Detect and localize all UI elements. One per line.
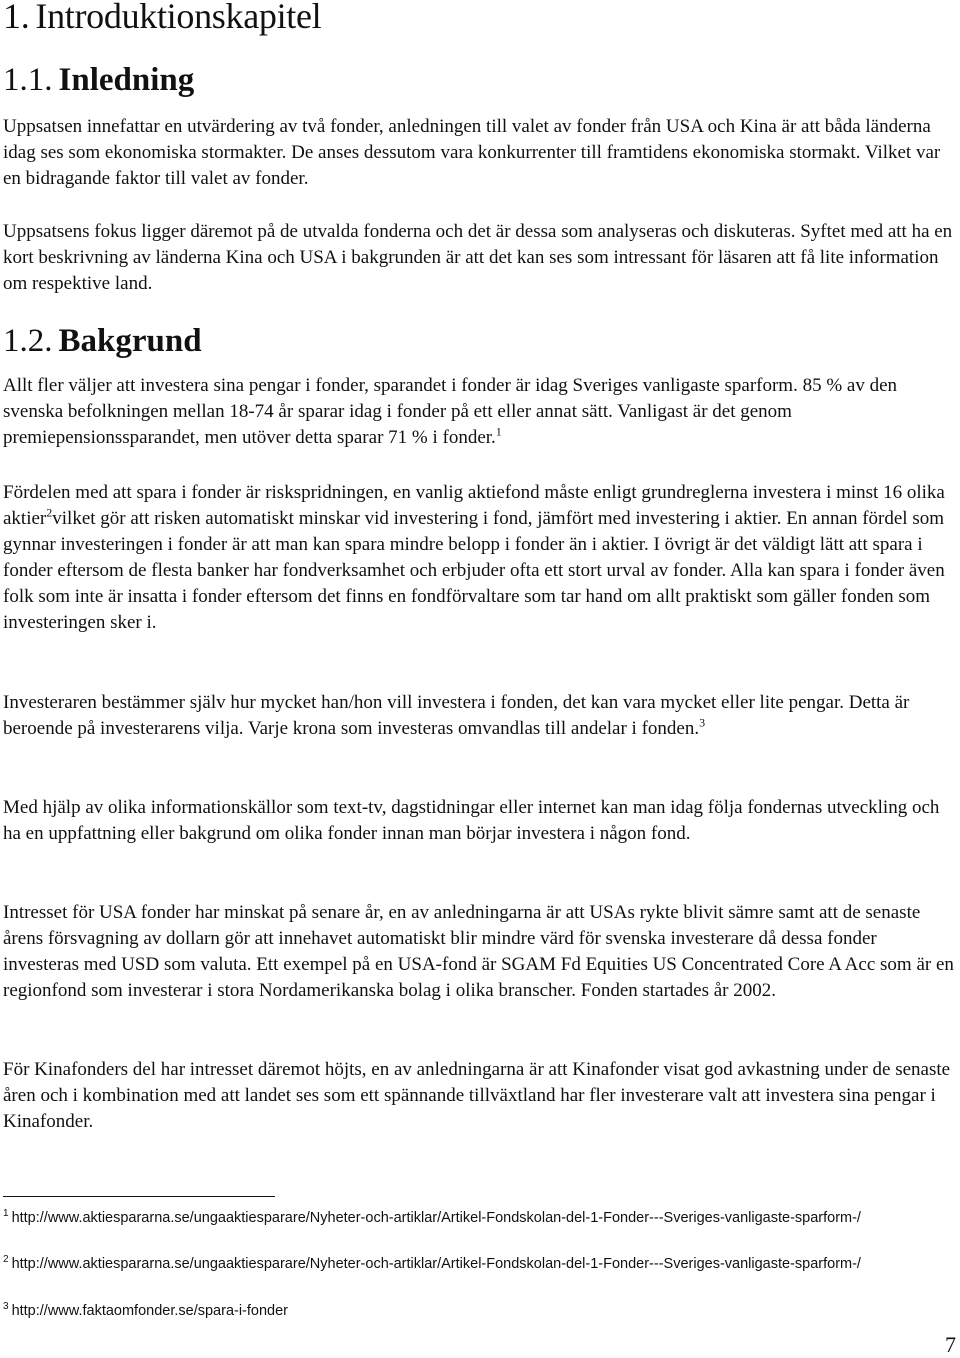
- paragraph-text: Allt fler väljer att investera sina pengar i fonder, sparandet i fonder är idag Sveriges vanligaste sparform. 85 % av den svenska befolkningen mellan 18-74 år sparar idag i fonder på ett eller annat sätt. Vanligast är det genom premiepensionssparandet, men utöver detta sparar 71 % i fonder.: [3, 375, 898, 448]
- paragraph-background-5: Intresset för USA fonder har minskat på senare år, en av anledningarna är att USAs rykte blivit sämre samt att de senaste årens försvagning av dollarn gör att innehavet automatiskt blir mindre värd för svenska investerare då dessa fonder investeras med USD som valuta. Ett exempel på en USA-fond är SGAM Fd Equities US Concentrated Core A Acc som är en regionfond som investerar i stora Nordamerikanska bolag i olika branscher. Fonden startades år 2002.: [3, 902, 954, 1001]
- paragraph-background-4: Med hjälp av olika informationskällor som text-tv, dagstidningar eller internet kan man idag följa fondernas utveckling och ha en uppfattning eller bakgrund om olika fonder innan man börjar investera i någon fond.: [3, 797, 940, 844]
- section-number: 1.2.: [3, 323, 53, 359]
- paragraph-intro-2: Uppsatsens fokus ligger däremot på de utvalda fonderna och det är dessa som analyseras och diskuteras. Syftet med att ha en kort beskrivning av länderna Kina och USA i bakgrunden är att det kan ses som intressant för läsaren att få lite information om respektive land.: [3, 221, 953, 294]
- footnote-link[interactable]: http://www.aktiespararna.se/ungaaktiesparare/Nyheter-och-artiklar/Artikel-Fondskolan-del-1-Fonder---Sveriges-vanligaste-sparform-/: [11, 1256, 861, 1272]
- paragraph-background-1: [3, 373, 954, 451]
- footnote-3: [3, 1299, 900, 1323]
- footnote-link[interactable]: http://www.aktiespararna.se/ungaaktiesparare/Nyheter-och-artiklar/Artikel-Fondskolan-del-1-Fonder---Sveriges-vanligaste-sparform-/: [11, 1210, 861, 1226]
- chapter-title: Introduktionskapitel: [35, 0, 322, 36]
- paragraph-text: Investeraren bestämmer själv hur mycket han/hon vill investera i fonden, det kan vara mycket eller lite pengar. Detta är beroende på investerarens vilja. Varje krona som investeras omvandlas till andelar i fonden.: [3, 692, 910, 739]
- footnote-ref-2[interactable]: 2: [46, 505, 53, 520]
- footnote-ref-3[interactable]: 3: [699, 715, 706, 730]
- paragraph-background-6: För Kinafonders del har intresset däremot höjts, en av anledningarna är att Kinafonder visat god avkastning under de senaste åren och i kombination med att landet ses som ett spännande tillväxtland har fler investerare valt att investera sina pengar i Kinafonder.: [3, 1059, 951, 1132]
- page-number: 7: [945, 1332, 956, 1357]
- footnote-ref-1[interactable]: 1: [495, 424, 502, 439]
- footnote-link[interactable]: http://www.faktaomfonder.se/spara-i-fonder: [11, 1303, 289, 1319]
- paragraph-intro-1: Uppsatsen innefattar en utvärdering av två fonder, anledningen till valet av fonder från USA och Kina är att båda länderna idag ses som ekonomiska stormakter. De anses dessutom vara konkurrenter till framtidens ekonomiska stormakt. Vilket var en bidragande faktor till valet av fonder.: [3, 116, 941, 189]
- footnote-1: [3, 1206, 900, 1230]
- chapter-heading: [3, 0, 954, 38]
- paragraph-text: vilket gör att risken automatiskt minskar vid investering i fond, jämfört med investering i aktier. En annan fördel som gynnar investeringen i fonder är att man kan spara mindre belopp i fonder än i aktier. I övrigt är det väldigt lätt att spara i fonder eftersom de flesta banker har fondverksamhet och erbjuder ofta ett stort urval av fonder. Alla kan spara i fonder även folk som inte är insatta i fonder eftersom det finns en fondförvaltare som tar hand om allt praktiskt som gäller fonden som investeringen sker i.: [3, 508, 945, 633]
- paragraph-background-3: [3, 690, 954, 742]
- footnote-separator: [3, 1196, 275, 1197]
- footnote-2: [3, 1252, 900, 1276]
- section-number: 1.1.: [3, 62, 53, 98]
- section-title: Inledning: [58, 62, 195, 98]
- paragraph-background-2: [3, 480, 954, 636]
- footnote-number: 3: [3, 1301, 9, 1313]
- section-heading-inledning: [3, 59, 954, 101]
- chapter-number: 1.: [3, 0, 30, 36]
- footnote-number: 2: [3, 1254, 9, 1266]
- paragraph-text: Fördelen med att spara i fonder är riskspridningen, en vanlig aktiefond måste enligt grundreglerna investera i minst 16 olika aktier: [3, 482, 945, 529]
- footnote-number: 1: [3, 1208, 9, 1220]
- section-title: Bakgrund: [58, 323, 202, 359]
- section-heading-bakgrund: [3, 320, 954, 362]
